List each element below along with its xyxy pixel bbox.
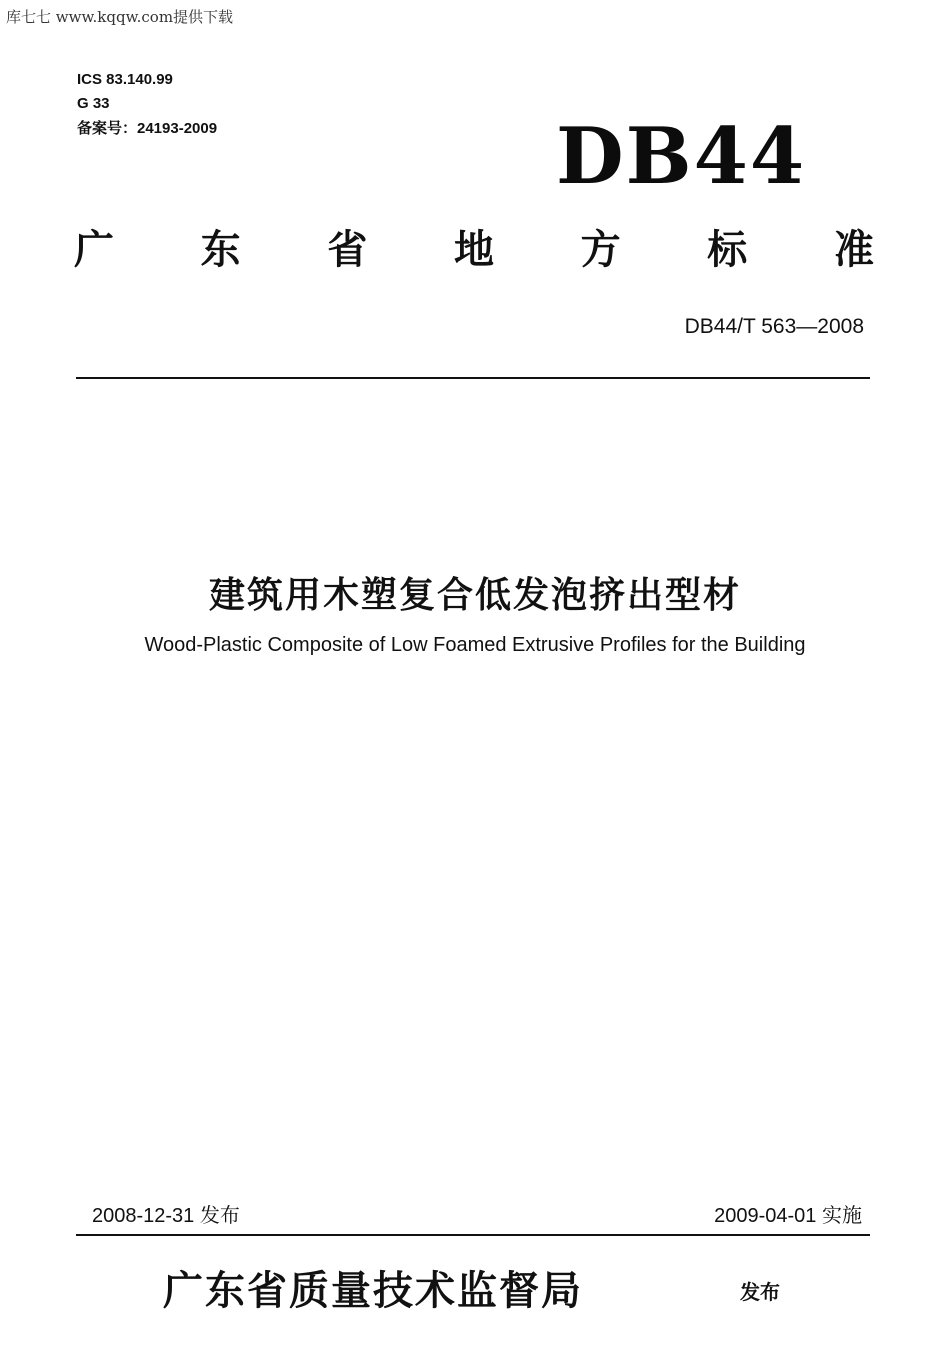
- issuing-authority: 广东省质量技术监督局: [163, 1267, 583, 1314]
- standard-type-char: 准: [833, 227, 874, 273]
- standard-type-char: 广: [74, 227, 114, 273]
- document-title-chinese: 建筑用木塑复合低发泡挤出型材: [208, 575, 741, 616]
- footer-divider: [76, 1234, 870, 1236]
- standard-type-char: 地: [453, 227, 494, 273]
- implement-date: 2009-04-01 实施: [714, 1205, 862, 1227]
- standard-type-char: 省: [327, 227, 368, 273]
- document-title-english: Wood-Plastic Composite of Low Foamed Extrusive Profiles for the Building: [144, 634, 806, 656]
- issued-label: 发布: [740, 1280, 780, 1304]
- publish-date: 2008-12-31 发布: [92, 1205, 240, 1227]
- standard-type-heading: [74, 222, 874, 278]
- header-divider: [76, 377, 870, 379]
- standard-type-char: 东: [200, 227, 241, 273]
- standard-type-char: 方: [580, 227, 621, 273]
- brand-code-logo: DB44: [556, 111, 807, 202]
- watermark-text: 库七七 www.kqqw.com提供下载: [6, 8, 234, 26]
- ccs-code: G 33: [77, 95, 110, 112]
- standard-number: DB44/T 563—2008: [684, 315, 864, 338]
- standard-type-char: 标: [707, 227, 748, 273]
- ics-code: ICS 83.140.99: [77, 71, 173, 88]
- record-number: 备案号：24193-2009: [77, 120, 218, 137]
